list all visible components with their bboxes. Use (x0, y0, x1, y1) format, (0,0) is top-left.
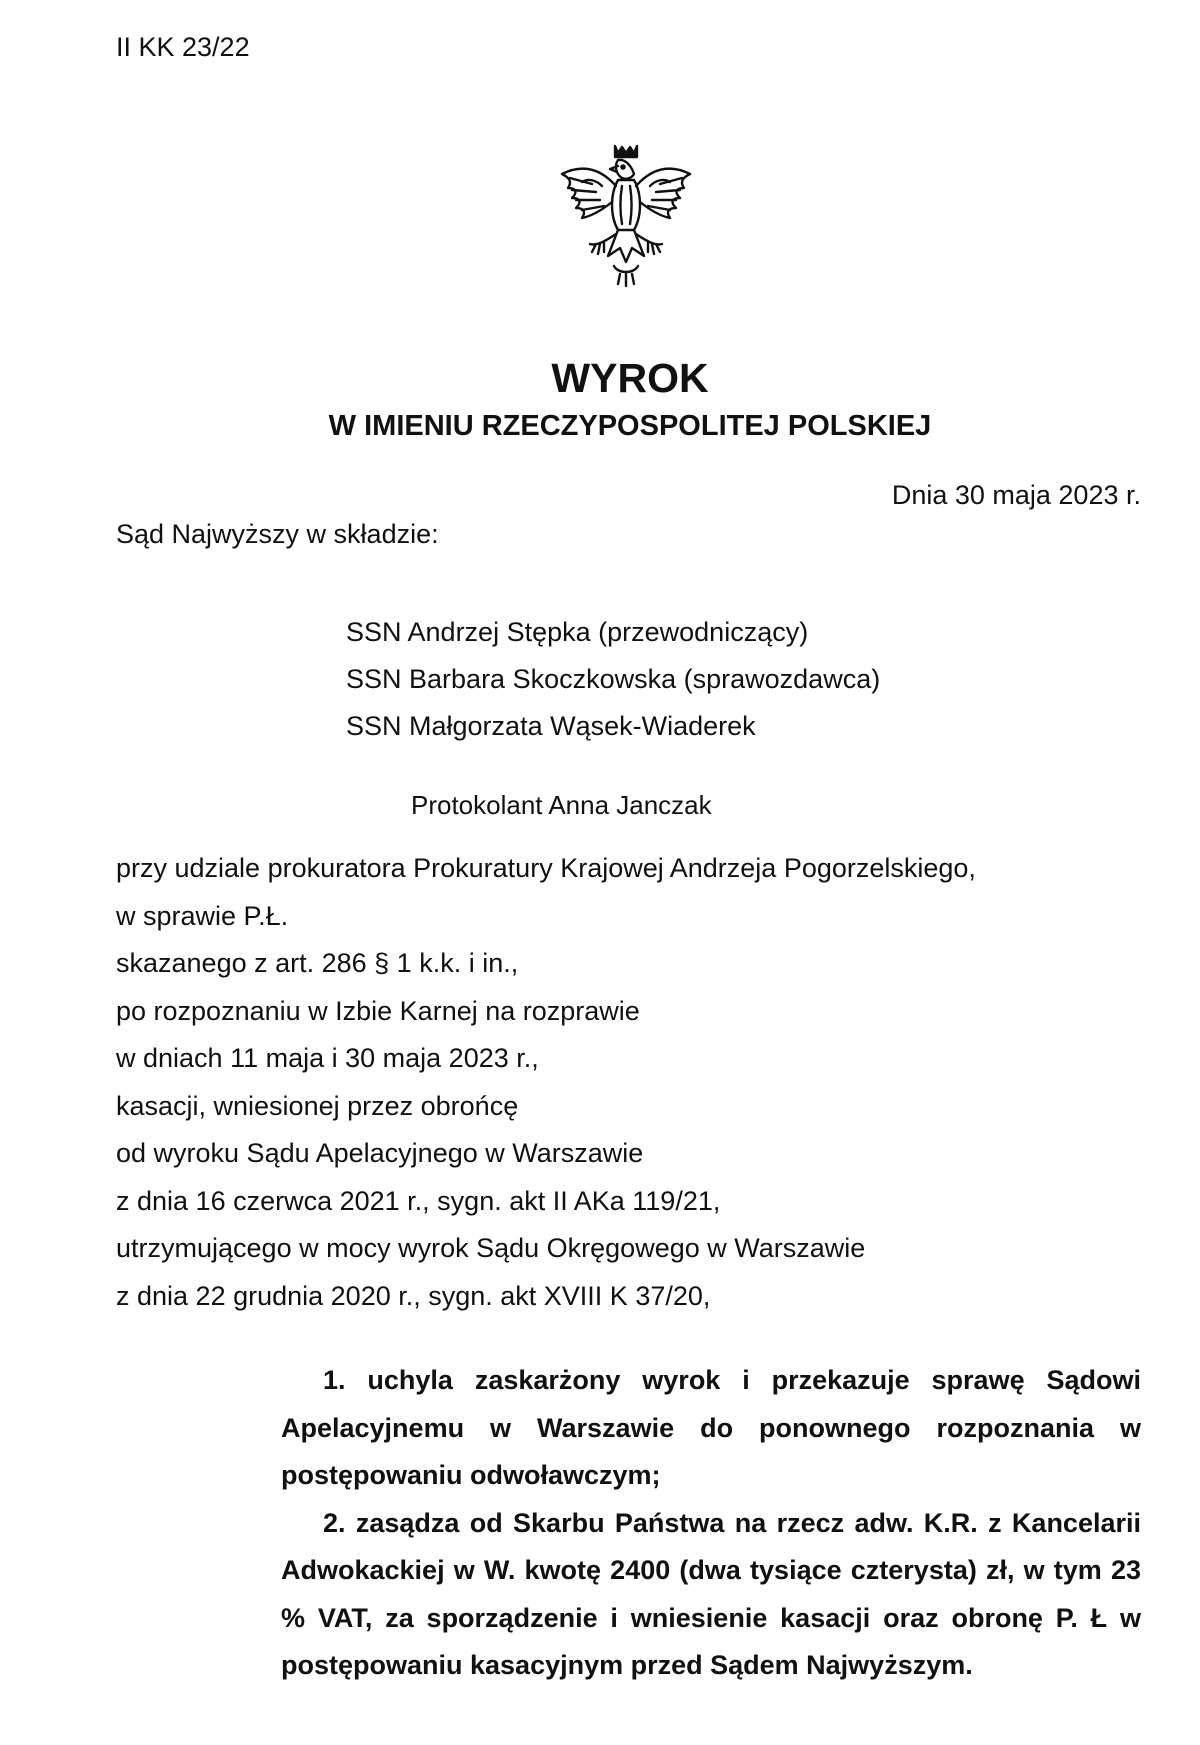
court-composition-intro: Sąd Najwyższy w składzie: (116, 519, 439, 549)
proceedings-line: przy udziale prokuratora Prokuratury Krajowej Andrzeja Pogorzelskiego, (116, 853, 976, 883)
judge-rapporteur: SSN Barbara Skoczkowska (sprawozdawca) (346, 664, 881, 694)
proceedings-line: w sprawie P.Ł. (116, 900, 289, 931)
proceedings-line: utrzymującego w mocy wyrok Sądu Okręgowego w Warszawie (116, 1233, 866, 1263)
document-subtitle: W IMIENIU RZECZYPOSPOLITEJ POLSKIEJ (328, 410, 932, 442)
proceedings-line: skazanego z art. 286 § 1 k.k. i in., (116, 948, 519, 978)
proceedings-line: z dnia 16 czerwca 2021 r., sygn. akt II AKa 119/21, (116, 1185, 721, 1216)
proceedings-line: od wyroku Sądu Apelacyjnego w Warszawie (116, 1138, 644, 1168)
proceedings-line: po rozpoznaniu w Izbie Karnej na rozprawie (116, 995, 640, 1026)
court-clerk: Protokolant Anna Janczak (411, 790, 712, 820)
document-title: WYROK (551, 355, 709, 401)
judge-presiding: SSN Andrzej Stępka (przewodniczący) (346, 617, 809, 647)
proceedings-block (116, 851, 976, 1326)
ruling-item: 1. uchyla zaskarżony wyrok i przekazuje sprawę Sądowi Apelacyjnemu w Warszawie do ponownego rozpoznania w postępowaniu odwoławczym; (281, 1365, 1141, 1490)
judge-member: SSN Małgorzata Wąsek-Wiaderek (346, 711, 756, 741)
proceedings-line: kasacji, wniesionej przez obrońcę (116, 1090, 519, 1121)
rulings-block (281, 1357, 1141, 1690)
judgment-date: Dnia 30 maja 2023 r. (891, 480, 1141, 510)
case-number: II KK 23/22 (116, 32, 250, 62)
proceedings-line: z dnia 22 grudnia 2020 r., sygn. akt XVIII K 37/20, (116, 1280, 711, 1311)
ruling-item: 2. zasądza od Skarbu Państwa na rzecz adw. K.R. z Kancelarii Adwokackiej w W. kwotę 2400 (dwa tysiące czterysta) zł, w tym 23 % VAT, za sporządzenie i wniesienie kasacji oraz obronę P. Ł w postępowaniu kasacyjnym przed Sądem Najwyższym. (281, 1507, 1141, 1680)
proceedings-line: w dniach 11 maja i 30 maja 2023 r., (116, 1043, 539, 1073)
polish-eagle-emblem-icon (552, 138, 700, 290)
